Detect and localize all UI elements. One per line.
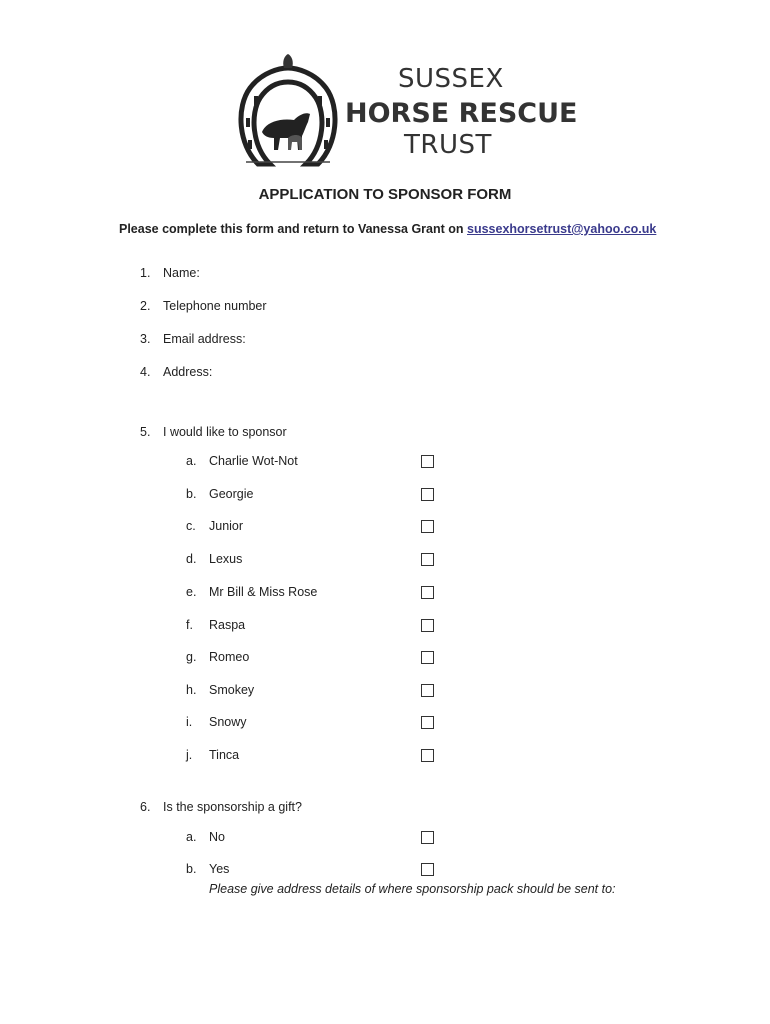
horse-checkbox[interactable]	[421, 520, 434, 533]
question-number: 1.	[140, 266, 151, 280]
question-label: I would like to sponsor	[163, 425, 287, 439]
horseshoe-logo-icon	[236, 52, 341, 172]
option-letter: c.	[186, 519, 196, 533]
horse-option	[0, 618, 770, 636]
logo-line-sussex: SUSSEX	[398, 64, 504, 94]
horse-option	[0, 683, 770, 701]
horse-option	[0, 715, 770, 733]
option-label: Snowy	[209, 715, 247, 729]
gift-yes-checkbox[interactable]	[421, 863, 434, 876]
horse-option	[0, 487, 770, 505]
question-label: Name:	[163, 266, 200, 280]
gift-no-checkbox[interactable]	[421, 831, 434, 844]
option-letter: d.	[186, 552, 197, 566]
option-label: Junior	[209, 519, 244, 533]
horse-option	[0, 650, 770, 668]
horse-option	[0, 585, 770, 603]
logo-line-horse-rescue: HORSE RESCUE	[345, 98, 578, 129]
question-label: Address:	[163, 365, 213, 379]
option-letter: h.	[186, 683, 197, 697]
option-letter: f.	[186, 618, 193, 632]
horse-checkbox[interactable]	[421, 749, 434, 762]
option-letter: a.	[186, 830, 197, 844]
horse-checkbox[interactable]	[421, 586, 434, 599]
horse-checkbox[interactable]	[421, 651, 434, 664]
form-title: APPLICATION TO SPONSOR FORM	[258, 186, 512, 203]
question-address	[0, 365, 770, 383]
option-letter: a.	[186, 454, 197, 468]
option-letter: b.	[186, 862, 197, 876]
intro-instruction: Please complete this form and return to Vanessa Grant on	[119, 222, 468, 236]
question-number: 3.	[140, 332, 151, 346]
option-label: Romeo	[209, 650, 250, 664]
option-letter: b.	[186, 487, 197, 501]
question-label: Email address:	[163, 332, 246, 346]
horse-option	[0, 748, 770, 766]
horse-checkbox[interactable]	[421, 488, 434, 501]
option-label: Yes	[209, 862, 230, 876]
option-label: Mr Bill & Miss Rose	[209, 585, 318, 599]
question-number: 2.	[140, 299, 151, 313]
question-number: 5.	[140, 425, 151, 439]
option-label: Smokey	[209, 683, 255, 697]
option-label: Charlie Wot-Not	[209, 454, 298, 468]
question-label: Is the sponsorship a gift?	[163, 800, 302, 814]
option-letter: e.	[186, 585, 197, 599]
horse-checkbox[interactable]	[421, 553, 434, 566]
question-email	[0, 332, 770, 350]
question-gift	[0, 800, 770, 818]
question-telephone	[0, 299, 770, 317]
option-label: Tinca	[209, 748, 240, 762]
horse-option	[0, 519, 770, 537]
logo-line-trust: TRUST	[404, 130, 492, 160]
question-sponsor	[0, 425, 770, 443]
option-letter: g.	[186, 650, 197, 664]
email-link[interactable]: sussexhorsetrust@yahoo.co.uk	[467, 222, 657, 236]
option-letter: i.	[186, 715, 193, 729]
horse-option	[0, 454, 770, 472]
option-label: Raspa	[209, 618, 246, 632]
question-label: Telephone number	[163, 299, 267, 313]
question-number: 6.	[140, 800, 151, 814]
gift-option-yes	[0, 862, 770, 880]
option-label: No	[209, 830, 225, 844]
question-number: 4.	[140, 365, 151, 379]
option-label: Lexus	[209, 552, 243, 566]
option-label: Georgie	[209, 487, 254, 501]
intro-text	[119, 222, 656, 236]
horse-checkbox[interactable]	[421, 716, 434, 729]
horse-option	[0, 552, 770, 570]
horse-checkbox[interactable]	[421, 455, 434, 468]
gift-address-note: Please give address details of where sponsorship pack should be sent to:	[209, 882, 616, 896]
gift-option-no	[0, 830, 770, 848]
option-letter: j.	[186, 748, 193, 762]
horse-checkbox[interactable]	[421, 684, 434, 697]
question-name	[0, 266, 770, 284]
horse-checkbox[interactable]	[421, 619, 434, 632]
